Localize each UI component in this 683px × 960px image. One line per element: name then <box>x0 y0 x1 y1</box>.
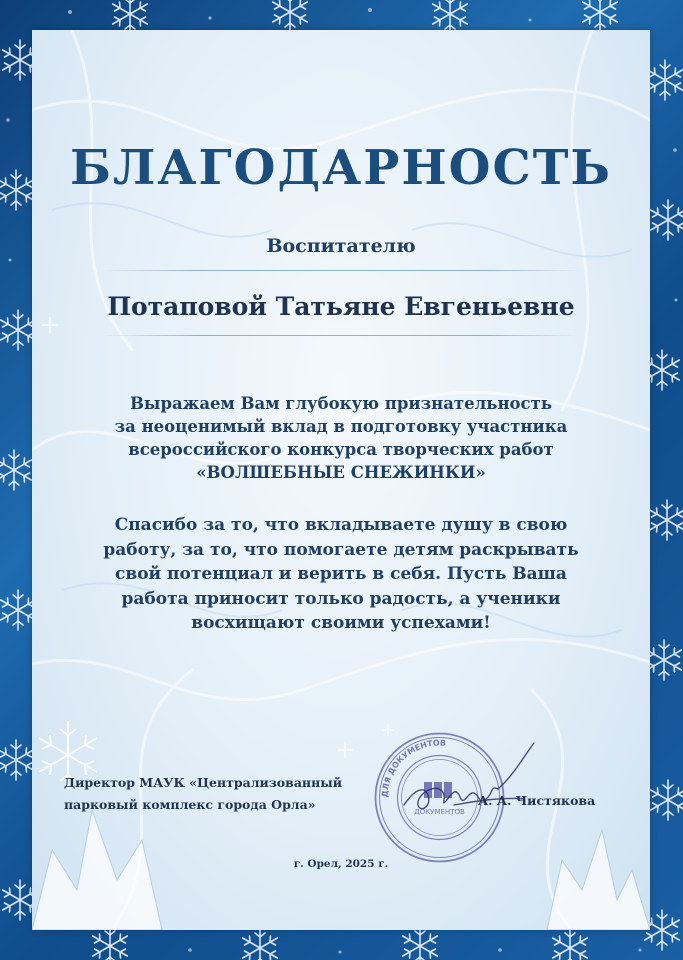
ice-crystal-icon <box>32 810 650 930</box>
paragraph-line: восхищают своими успехами! <box>191 613 491 633</box>
recipient-name: Потаповой Татьяне Евгеньевне <box>107 292 575 321</box>
director-title-line: Директор МАУК «Централизованный <box>64 775 343 790</box>
recipient-role: Воспитателю <box>266 235 416 257</box>
paragraph-line: свой потенциал и верить в себя. Пусть Ваша <box>115 564 567 584</box>
paragraph-line: работу, за то, что помогаете детям раскрывать <box>103 539 579 560</box>
paragraph-line: Спасибо за то, что вкладываете душу в свою <box>114 515 568 535</box>
paragraph-line: за неоценимый вклад в подготовку участника <box>114 417 568 436</box>
director-title-line: парковый комплекс города Орла» <box>64 797 316 812</box>
svg-text:ДОКУМЕНТОВ: ДОКУМЕНТОВ <box>414 808 465 816</box>
gratitude-paragraph <box>62 392 620 484</box>
divider-line <box>102 270 580 271</box>
paragraph-line: Выражаем Вам глубокую признательность <box>129 394 553 413</box>
svg-text:ДЛЯ ДОКУМЕНТОВ: ДЛЯ ДОКУМЕНТОВ <box>380 738 447 798</box>
director-name: А. А. Чистякова <box>478 793 596 808</box>
wishes-paragraph <box>62 513 620 636</box>
certificate-sheet <box>32 30 650 930</box>
contest-name: «ВОЛШЕБНЫЕ СНЕЖИНКИ» <box>196 463 486 482</box>
handwritten-signature <box>394 735 554 825</box>
director-title <box>64 772 384 816</box>
certificate-title: БЛАГОДАРНОСТЬ <box>69 140 613 196</box>
paragraph-line: работа приносит только радость, а ученики <box>121 588 561 609</box>
paragraph-line: всероссийского конкурса творческих работ <box>128 440 554 459</box>
place-date: г. Орел, 2025 г. <box>293 858 389 870</box>
divider-line <box>102 335 580 336</box>
